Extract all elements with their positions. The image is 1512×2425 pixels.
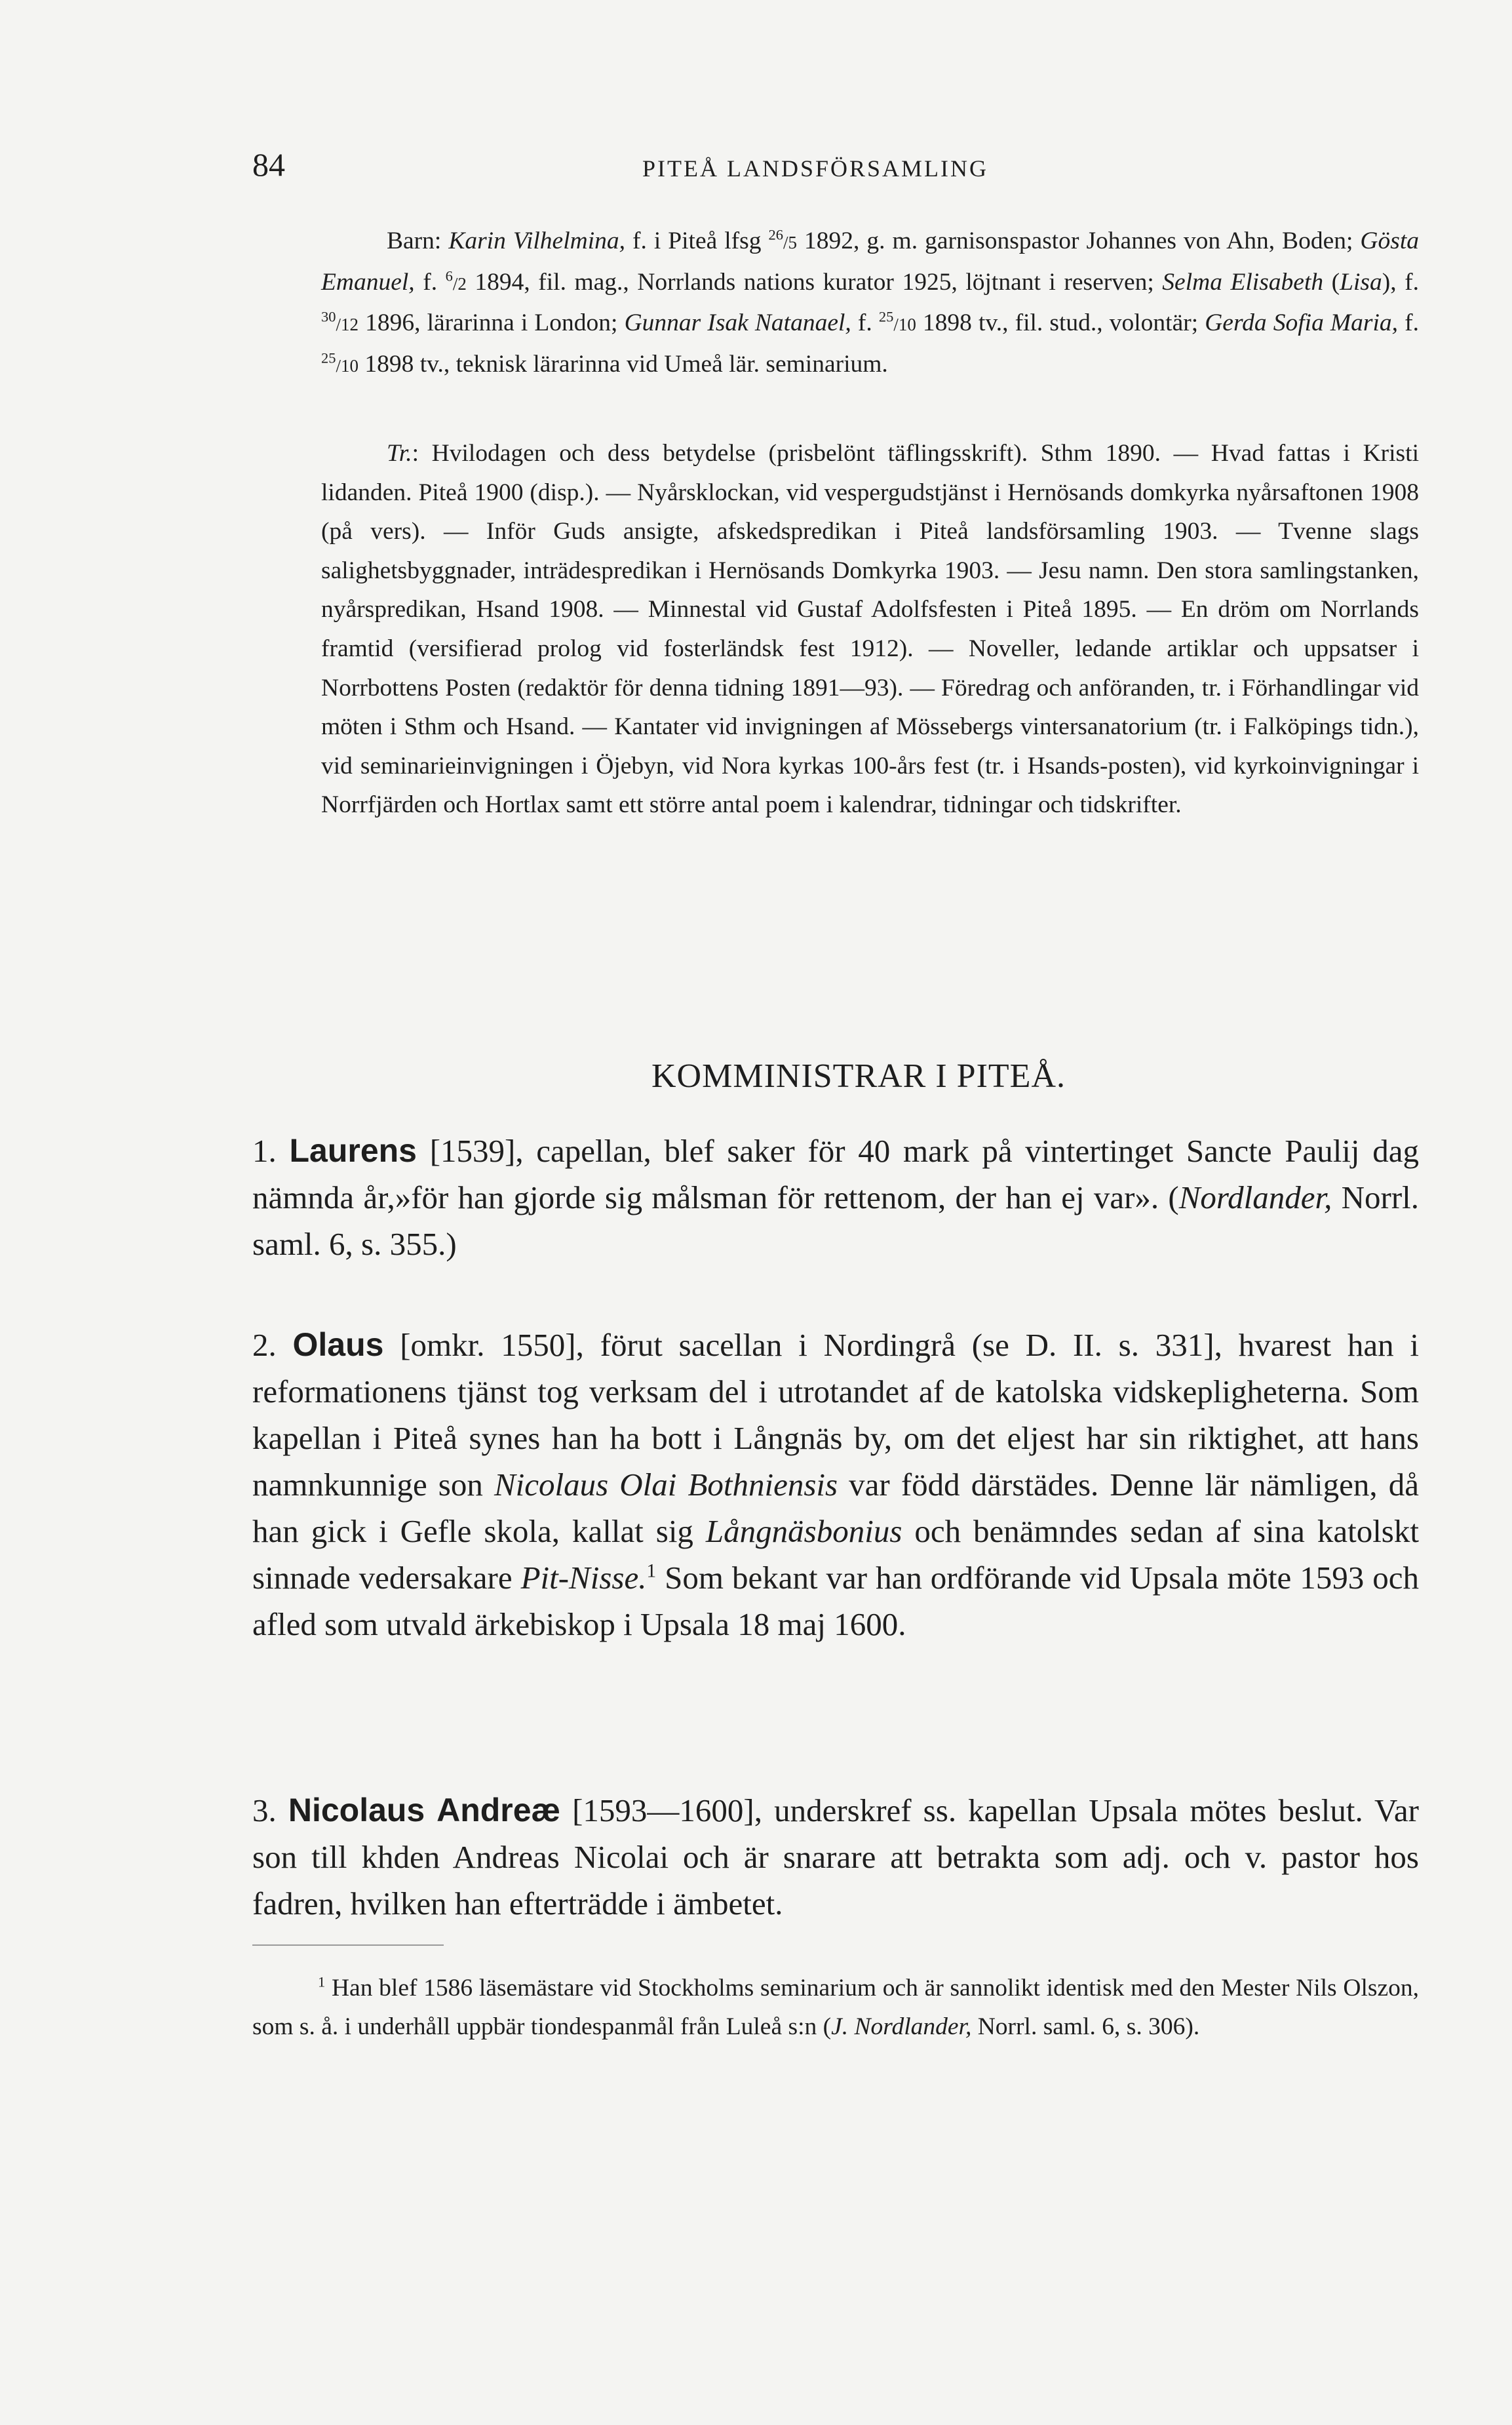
publications-label: Tr. <box>387 440 412 467</box>
footnote-mark: 1 <box>318 1973 326 1990</box>
footnote-divider <box>252 1944 444 1946</box>
children-paragraph: Barn: Karin Vilhelmina, f. i Piteå lfsg $^{26}$/5 1892, g. m. garnisonspastor Johannes von Ahn, Boden; Gösta Emanuel, f. $^6$/2 1894, fil. mag., Norrlands nations kurator 1925, löjtnant i reserven; Selma Elisabeth (Lisa), f. $^{30}$/12 1896, lärarinna i London; Gunnar Isak Natanael, f. $^{25}$/10 1898 tv., fil. stud., volontär; Gerda Sofia Maria, f. $^{25}$/10 1898 tv., teknisk lärarinna vid Umeå lär. seminarium. <box>321 226 1419 378</box>
list-item: 3. Nicolaus Andreæ [1593—1600], underskref ss. kapellan Upsala mötes beslut. Var son till khden Andreas Nicolai och är snarare att betrakta som adj. och v. pastor hos fadren, hvilken han efterträdde i ämbetet. <box>252 1792 1419 1922</box>
footnote: $^1$ Han blef 1586 läsemästare vid Stockholms seminarium och är sannolikt identisk med den Mester Nils Olszon, som s. å. i underhåll uppbär tiondespanmål från Luleå s:n (J. Nordlander, Norrl. saml. 6, s. 306). <box>252 1973 1419 2040</box>
list-item: 2. Olaus [omkr. 1550], förut sacellan i Nordingrå (se D. II. s. 331], hvarest han i reformationens tjänst tog verksam del i utrotandet af de katolska vidskepligheterna. Som kapellan i Piteå synes han ha bott i Långnäs by, om det eljest har sin riktighet, att hans namnkunnige son Nicolaus Olai Bothniensis var född därstädes. Denne lär nämligen, då han gick i Gefle skola, kallat sig Långnäsbonius och benämndes sedan af sina katolskt sinnade vedersakare Pit-Nisse.$^1$ Som bekant var han ordförande vid Upsala möte 1593 och afled som utvald ärkebiskop i Upsala 18 maj 1600. <box>252 1326 1419 1642</box>
running-head: PITEÅ LANDSFÖRSAMLING <box>642 155 989 182</box>
page-header <box>252 146 1465 198</box>
page-number: 84 <box>252 146 285 183</box>
publications-paragraph: Tr.: Hvilodagen och dess betydelse (prisbelönt täflingsskrift). Sthm 1890. — Hvad fattas i Kristi lidanden. Piteå 1900 (disp.). — Nyårsklockan, vid vespergudstjänst i Hernösands domkyrka nyårsaftonen 1908 (på vers). — Inför Guds ansigte, afskedspredikan i Piteå landsförsamling 1903. — Tvenne slags salighetsbyggnader, inträdespredikan i Hernösands Domkyrka 1903. — Jesu namn. Den stora samlingstanken, nyårspredikan, Hsand 1908. — Minnestal vid Gustaf Adolfsfesten i Piteå 1895. — En dröm om Norrlands framtid (versifierad prolog vid fosterländsk fest 1912). — Noveller, ledande artiklar och uppsatser i Norrbottens Posten (redaktör för denna tidning 1891—93). — Föredrag och anföranden, tr. i Förhandlingar vid möten i Sthm och Hsand. — Kantater vid invigningen af Mössebergs vintersanatorium (tr. i Falköpings tidn.), vid seminarieinvigningen i Öjebyn, vid Nora kyrkas 100-års fest (tr. i Hsands-posten), vid kyrkoinvigningar i Norrfjärden och Hortlax samt ett större antal poem i kalendrar, tidningar och tidskrifter. <box>321 440 1419 819</box>
footnote-ref: 1 <box>646 1560 657 1582</box>
person-name: Laurens <box>289 1132 417 1169</box>
entries-list <box>252 1128 1420 1922</box>
person-name: Olaus <box>292 1326 384 1363</box>
section-title: KOMMINISTRAR I PITEÅ. <box>651 1057 1066 1095</box>
list-item: 1. Laurens [1539], capellan, blef saker för 40 mark på vintertinget Sancte Paulij dag nämnda år,»för han gjorde sig målsman för rettenom, der han ej var». (Nordlander, Norrl. saml. 6, s. 355.) <box>252 1132 1420 1262</box>
person-name: Nicolaus Andreæ <box>288 1792 561 1828</box>
